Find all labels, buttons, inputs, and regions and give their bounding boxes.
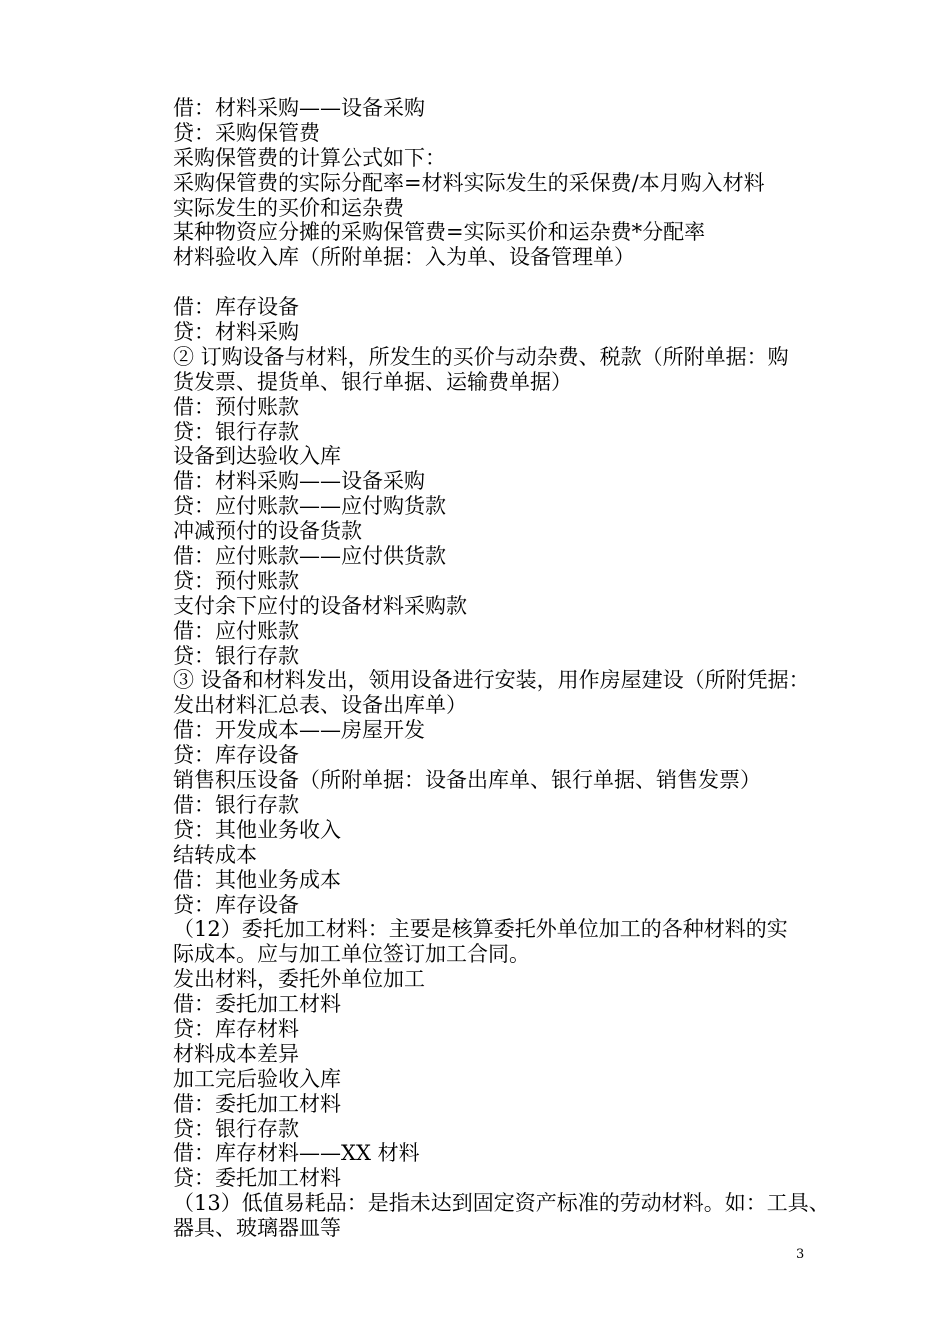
text-line: 贷：预付账款	[173, 568, 299, 593]
blank-line	[173, 270, 823, 295]
text-line: （12）委托加工材料：主要是核算委托外单位加工的各种材料的实	[173, 917, 788, 942]
text-line: （13）低值易耗品：是指未达到固定资产标准的劳动材料。如：工具、	[173, 1191, 830, 1216]
text-line: 贷：其他业务收入	[173, 817, 341, 842]
text-line: 冲减预付的设备货款	[173, 519, 362, 544]
text-line: 结转成本	[173, 842, 257, 867]
text-line: 借：开发成本——房屋开发	[173, 718, 425, 743]
text-line: 借：材料采购——设备采购	[173, 96, 425, 120]
text-line: 借：应付账款	[173, 618, 299, 643]
text-line: 借：库存材料——XX 材料	[173, 1141, 420, 1166]
text-line: 采购保管费的实际分配率=材料实际发生的采保费/本月购入材料	[173, 170, 765, 195]
text-line: 某种物资应分摊的采购保管费=实际买价和运杂费*分配率	[173, 220, 706, 245]
document-body	[173, 96, 830, 1241]
text-line: 采购保管费的计算公式如下：	[173, 145, 446, 170]
text-line: 材料验收入库（所附单据：入为单、设备管理单）	[173, 245, 635, 270]
text-line: 发出材料，委托外单位加工	[173, 967, 425, 992]
text-line: 借：其他业务成本	[173, 867, 341, 892]
text-line: 贷：应付账款——应付购货款	[173, 494, 446, 519]
text-line: 发出材料汇总表、设备出库单）	[173, 693, 467, 718]
text-line: 货发票、提货单、银行单据、运输费单据）	[173, 369, 572, 394]
text-line: 器具、玻璃器皿等	[173, 1216, 341, 1241]
text-line: ② 订购设备与材料，所发生的买价与动杂费、税款（所附单据：购	[173, 344, 789, 369]
text-line: 贷：库存材料	[173, 1016, 299, 1041]
text-line: 材料成本差异	[173, 1041, 299, 1066]
text-line: 贷：库存设备	[173, 743, 299, 768]
text-line: 借：材料采购——设备采购	[173, 469, 425, 494]
text-line: 贷：银行存款	[173, 1116, 299, 1141]
text-line: 支付余下应付的设备材料采购款	[173, 593, 467, 618]
text-line: 借：委托加工材料	[173, 1091, 341, 1116]
text-line: ③ 设备和材料发出，领用设备进行安装，用作房屋建设（所附凭据：	[173, 668, 810, 693]
text-line: 贷：委托加工材料	[173, 1166, 341, 1191]
text-line: 销售积压设备（所附单据：设备出库单、银行单据、销售发票）	[173, 768, 761, 793]
text-line: 借：预付账款	[173, 394, 299, 419]
text-line: 贷：库存设备	[173, 892, 299, 917]
text-line: 加工完后验收入库	[173, 1066, 341, 1091]
text-line: 借：银行存款	[173, 792, 299, 817]
page-number: 3	[796, 1247, 805, 1262]
text-line: 贷：采购保管费	[173, 120, 320, 145]
text-line: 借：委托加工材料	[173, 992, 341, 1017]
text-line: 贷：银行存款	[173, 643, 299, 668]
text-line: 借：库存设备	[173, 295, 299, 320]
text-line: 设备到达验收入库	[173, 444, 341, 469]
text-line: 贷：材料采购	[173, 320, 299, 345]
text-line: 际成本。应与加工单位签订加工合同。	[173, 942, 530, 967]
text-line: 贷：银行存款	[173, 419, 299, 444]
text-line: 实际发生的买价和运杂费	[173, 195, 404, 220]
text-line: 借：应付账款——应付供货款	[173, 544, 446, 569]
